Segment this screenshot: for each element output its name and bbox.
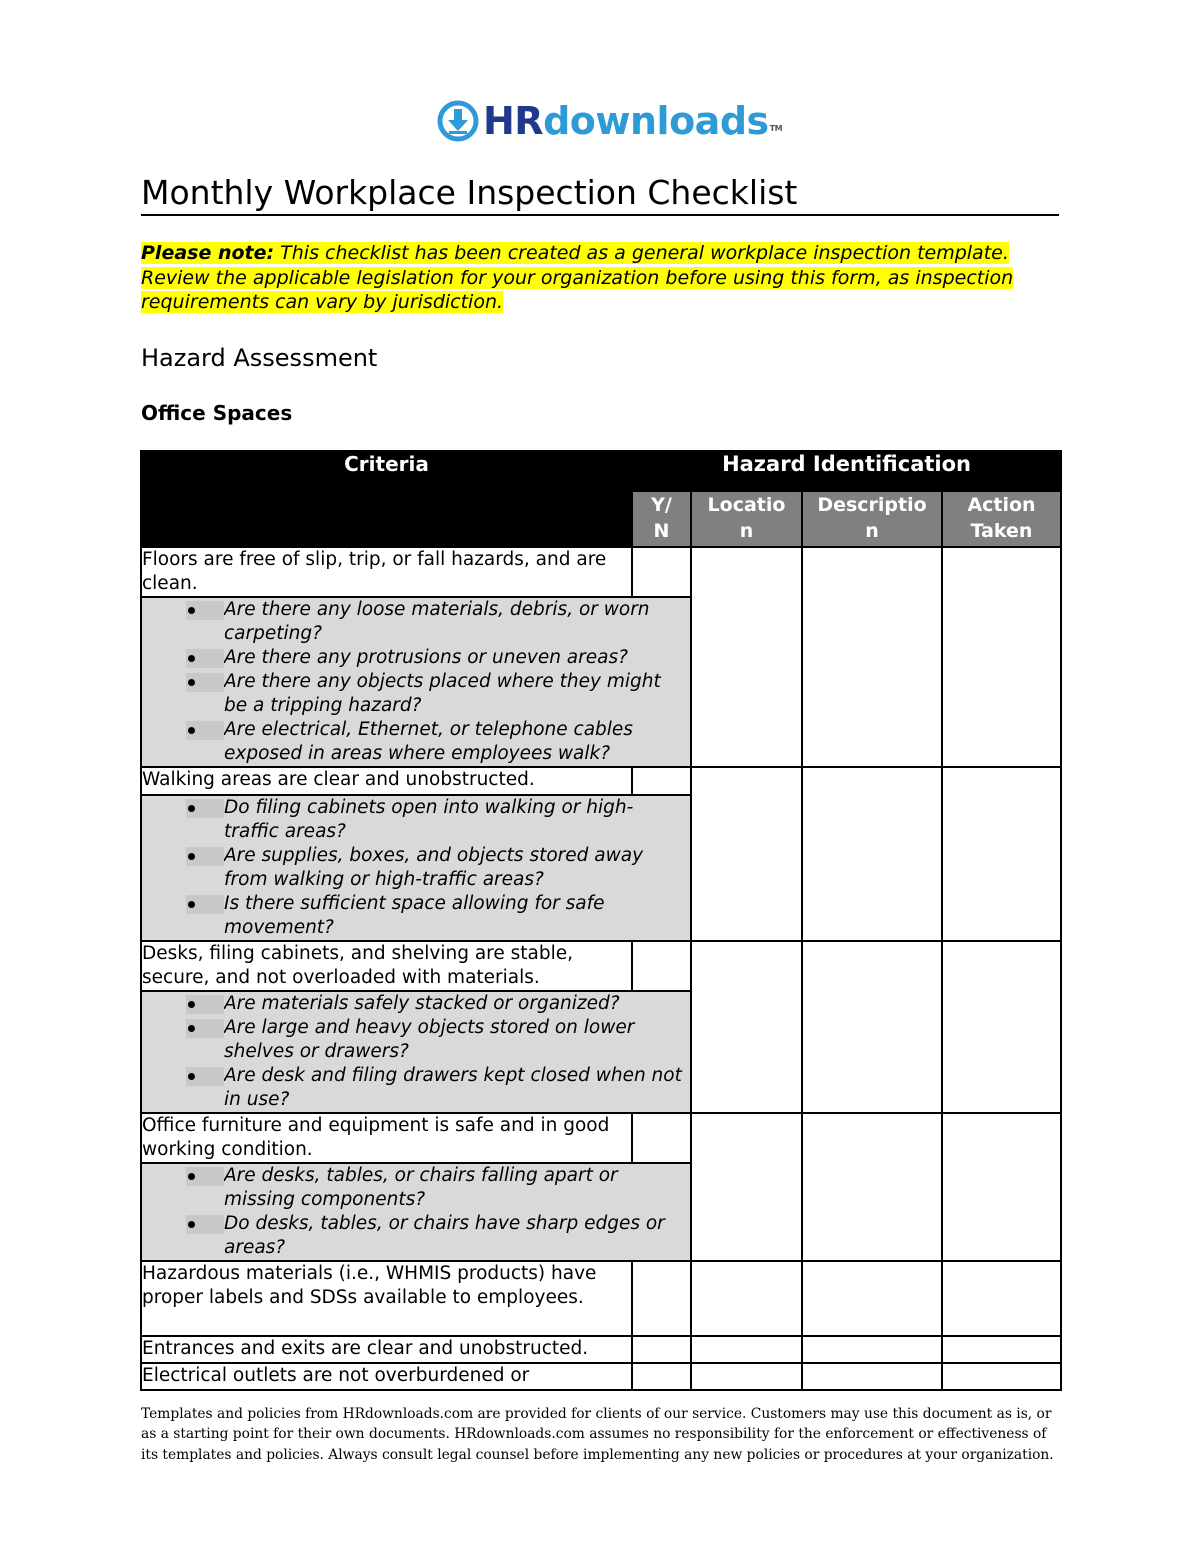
question-item [142, 1212, 690, 1260]
inspection-questions [141, 795, 691, 941]
question-text: Are supplies, boxes, and objects stored away from walking or high-traffic areas? [224, 845, 644, 890]
question-item [142, 598, 690, 646]
note-text: This checklist has been created as a general workplace inspection template. Review the applicable legislation for your organization before using this form, as inspection requirements can vary by jurisdiction. [141, 242, 1014, 313]
question-text: Is there sufficient space allowing for safe movement? [224, 893, 605, 938]
question-text: Are there any protrusions or uneven areas? [224, 647, 628, 668]
question-text: Are there any objects placed where they might be a tripping hazard? [224, 671, 661, 716]
description-header: Descriptio n [802, 491, 942, 547]
description-cell[interactable] [802, 1336, 942, 1363]
location-cell[interactable] [691, 547, 802, 767]
yn-cell[interactable] [632, 1261, 691, 1336]
hrdownloads-logo [437, 98, 782, 144]
question-item [142, 844, 690, 892]
table-row [141, 767, 1061, 795]
hazard-identification-header: Hazard Identification [632, 451, 1061, 491]
yn-header: Y/ N [632, 491, 691, 547]
bullet-icon [186, 601, 224, 620]
question-item [142, 1064, 690, 1112]
question-text: Are large and heavy objects stored on lower shelves or drawers? [224, 1017, 635, 1062]
bullet-icon [186, 995, 224, 1014]
yn-cell[interactable] [632, 767, 691, 795]
criteria-header: Criteria [141, 451, 632, 547]
bullet-icon [186, 1215, 224, 1234]
question-item [142, 1016, 690, 1064]
question-text: Are desk and filing drawers kept closed when not in use? [224, 1065, 682, 1110]
question-text: Are materials safely stacked or organized? [224, 993, 620, 1014]
description-cell[interactable] [802, 1261, 942, 1336]
table-row [141, 1261, 1061, 1336]
action-taken-cell[interactable] [942, 1336, 1061, 1363]
table-row [141, 1336, 1061, 1363]
criterion-text: Office furniture and equipment is safe and in good working condition. [141, 1113, 632, 1163]
location-cell[interactable] [691, 1336, 802, 1363]
inspection-questions [141, 1163, 691, 1261]
location-cell[interactable] [691, 767, 802, 941]
location-cell[interactable] [691, 1363, 802, 1390]
inspection-questions [141, 597, 691, 767]
question-item [142, 670, 690, 718]
location-header: Locatio n [691, 491, 802, 547]
section-title: Hazard Assessment [141, 344, 378, 372]
criterion-text: Desks, filing cabinets, and shelving are stable, secure, and not overloaded with materials. [141, 941, 632, 991]
question-item [142, 646, 690, 670]
bullet-icon [186, 1067, 224, 1086]
question-text: Are there any loose materials, debris, or worn carpeting? [224, 599, 650, 644]
bullet-icon [186, 1167, 224, 1186]
question-text: Do filing cabinets open into walking or high-traffic areas? [224, 797, 634, 842]
bullet-icon [186, 1019, 224, 1038]
footer-disclaimer: Templates and policies from HRdownloads.com are provided for clients of our service. Customers may use this document as is, or as a starting point for their own documents. HRdownloads.com assumes no responsibility for the enforcement or effectiveness of its templates and policies. Always consult legal counsel before implementing any new policies or procedures at your organization. [141, 1406, 1054, 1463]
description-cell[interactable] [802, 767, 942, 941]
table-row [141, 547, 1061, 597]
question-item [142, 718, 690, 766]
criterion-text: Entrances and exits are clear and unobstructed. [141, 1336, 632, 1363]
bullet-icon [186, 799, 224, 818]
question-item [142, 1164, 690, 1212]
criterion-text: Electrical outlets are not overburdened or [141, 1363, 632, 1390]
disclaimer-note [141, 241, 1031, 315]
bullet-icon [186, 673, 224, 692]
yn-cell[interactable] [632, 1363, 691, 1390]
question-item [142, 892, 690, 940]
action-taken-cell[interactable] [942, 767, 1061, 941]
table-row [141, 941, 1061, 991]
table-row [141, 1363, 1061, 1390]
question-text: Do desks, tables, or chairs have sharp edges or areas? [224, 1213, 665, 1258]
bullet-icon [186, 721, 224, 740]
inspection-table [140, 450, 1062, 1391]
description-cell[interactable] [802, 1363, 942, 1390]
action-taken-cell[interactable] [942, 1113, 1061, 1261]
logo-wordmark: HRdownloads™ [483, 99, 783, 143]
action-taken-cell[interactable] [942, 547, 1061, 767]
description-cell[interactable] [802, 941, 942, 1113]
download-circle-icon [437, 100, 479, 142]
note-label: Please note: [141, 242, 275, 264]
description-cell[interactable] [802, 547, 942, 767]
location-cell[interactable] [691, 941, 802, 1113]
inspection-questions [141, 991, 691, 1113]
page-title: Monthly Workplace Inspection Checklist [141, 172, 1059, 216]
question-text: Are electrical, Ethernet, or telephone cables exposed in areas where employees walk? [224, 719, 633, 764]
action-taken-cell[interactable] [942, 941, 1061, 1113]
subsection-title: Office Spaces [141, 401, 293, 425]
yn-cell[interactable] [632, 941, 691, 991]
criterion-text: Hazardous materials (i.e., WHMIS products) have proper labels and SDSs available to employees. [141, 1261, 632, 1336]
criterion-text: Floors are free of slip, trip, or fall hazards, and are clean. [141, 547, 632, 597]
yn-cell[interactable] [632, 1336, 691, 1363]
yn-cell[interactable] [632, 547, 691, 597]
table-row [141, 1113, 1061, 1163]
location-cell[interactable] [691, 1261, 802, 1336]
question-item [142, 992, 690, 1016]
description-cell[interactable] [802, 1113, 942, 1261]
criterion-text: Walking areas are clear and unobstructed. [141, 767, 632, 795]
location-cell[interactable] [691, 1113, 802, 1261]
question-item [142, 796, 690, 844]
bullet-icon [186, 649, 224, 668]
bullet-icon [186, 847, 224, 866]
action-taken-cell[interactable] [942, 1261, 1061, 1336]
question-text: Are desks, tables, or chairs falling apart or missing components? [224, 1165, 618, 1210]
action-taken-cell[interactable] [942, 1363, 1061, 1390]
action-taken-header: Action Taken [942, 491, 1061, 547]
bullet-icon [186, 895, 224, 914]
yn-cell[interactable] [632, 1113, 691, 1163]
